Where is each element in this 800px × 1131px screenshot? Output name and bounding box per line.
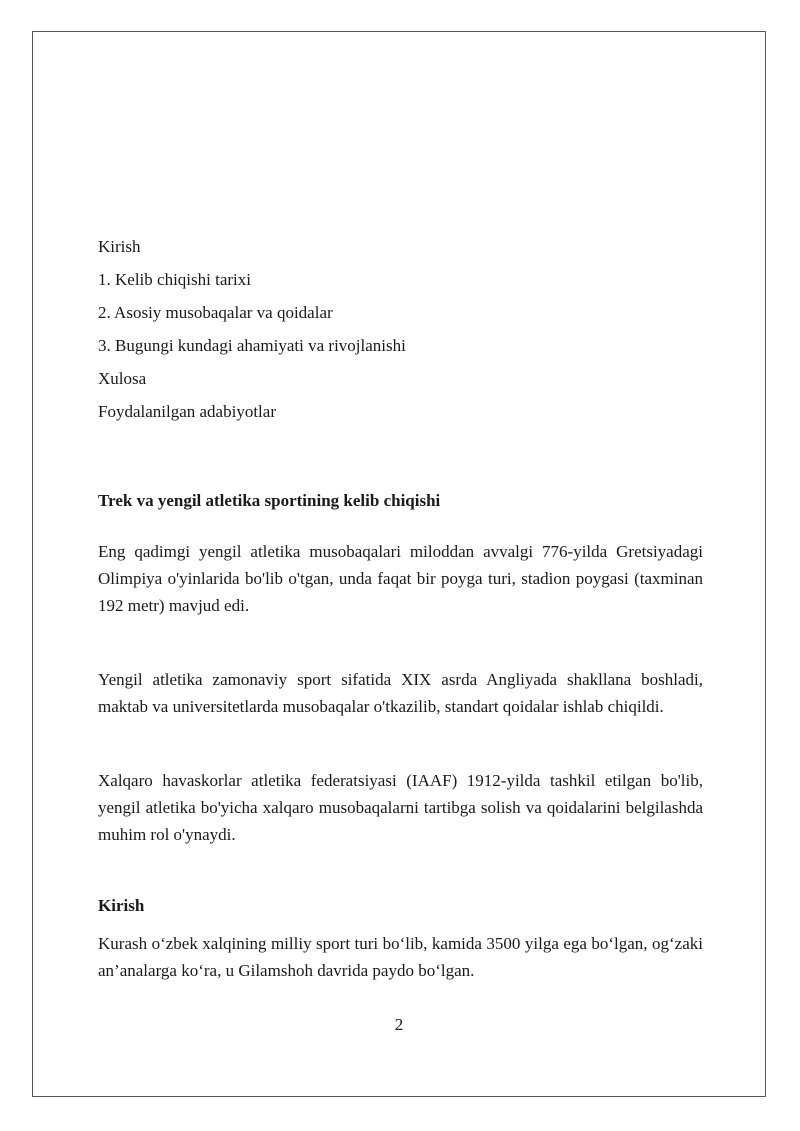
document-page [32, 31, 766, 1097]
paragraph-ancient-games: Eng qadimgi yengil atletika musobaqalari miloddan avvalgi 776-yilda Gretsiyadagi Olimpiya o'yinlarida bo'lib o'tgan, unda faqat bir poyga turi, stadion poygasi (taxminan 192 metr) mavjud edi. [98, 542, 703, 615]
page-number: 2 [394, 1015, 404, 1034]
section-heading-origin: Trek va yengil atletika sportining kelib chiqishi [98, 491, 441, 510]
toc-item-adabiyotlar: Foydalanilgan adabiyotlar [98, 402, 276, 421]
toc-item-kelib-chiqishi: 1. Kelib chiqishi tarixi [98, 270, 251, 289]
toc-item-xulosa: Xulosa [98, 369, 147, 388]
section-heading-kirish: Kirish [98, 896, 145, 915]
toc-item-ahamiyati: 3. Bugungi kundagi ahamiyati va rivojlanishi [98, 336, 406, 355]
toc-item-musobaqalar: 2. Asosiy musobaqalar va qoidalar [98, 303, 333, 322]
toc-item-kirish: Kirish [98, 237, 141, 256]
paragraph-modern-sport: Yengil atletika zamonaviy sport sifatida XIX asrda Angliyada shakllana boshladi, maktab va universitetlarda musobaqalar o'tkazilib, standart qoidalar ishlab chiqildi. [98, 670, 703, 716]
page-content [98, 230, 703, 984]
paragraph-iaaf: Xalqaro havaskorlar atletika federatsiyasi (IAAF) 1912-yilda tashkil etilgan bo'lib, yengil atletika bo'yicha xalqaro musobaqalarni tartibga solish va qoidalarini belgilashda muhim rol o'ynaydi. [98, 771, 703, 844]
table-of-contents [98, 230, 703, 428]
paragraph-kurash: Kurash o‘zbek xalqining milliy sport turi bo‘lib, kamida 3500 yilga ega bo‘lgan, og‘zaki an’analarga ko‘ra, u Gilamshoh davrida paydo bo‘lgan. [98, 934, 703, 980]
